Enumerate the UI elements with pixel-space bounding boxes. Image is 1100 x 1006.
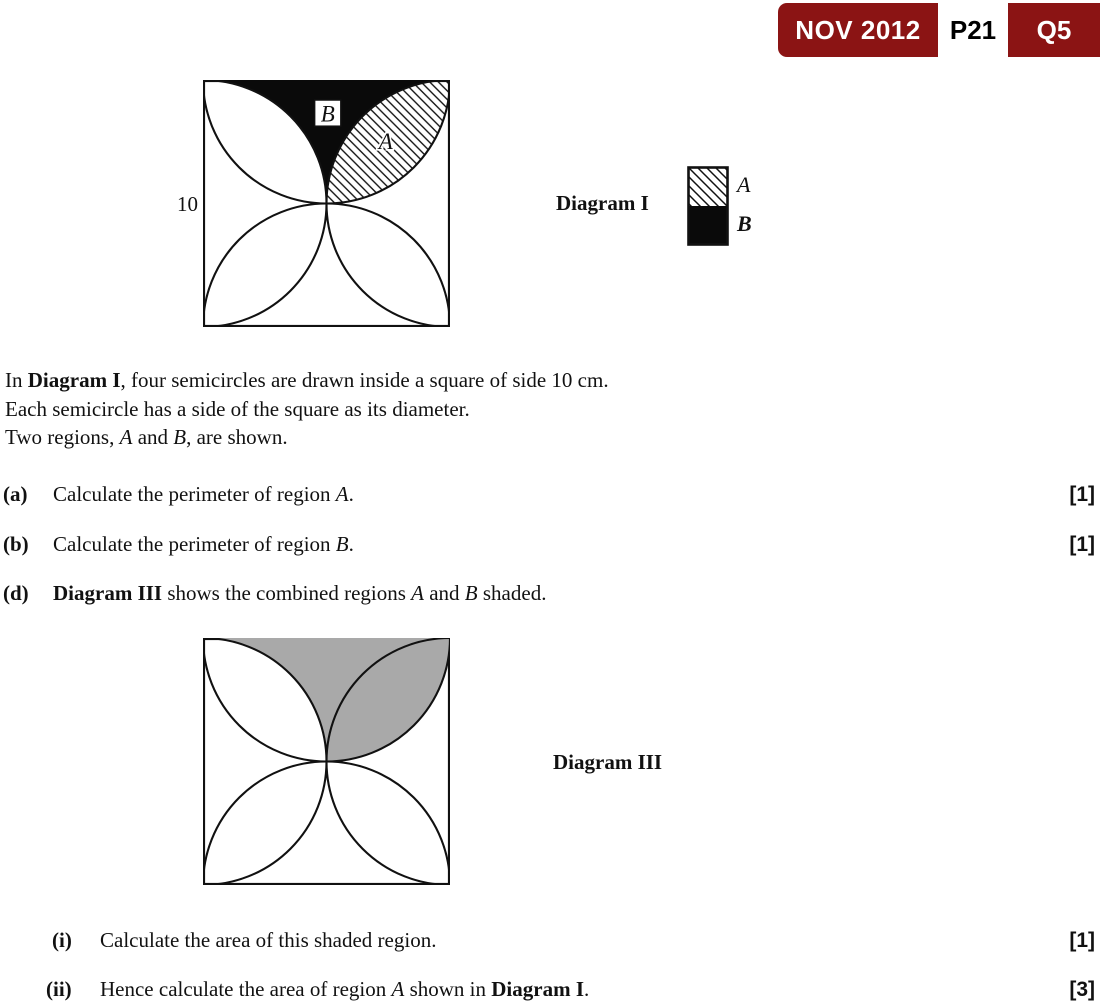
- question-b-label: (b): [3, 532, 29, 556]
- question-a-label: (a): [3, 482, 28, 506]
- legend-black-swatch: [689, 206, 728, 245]
- legend-a-label: A: [737, 172, 751, 197]
- question-i-marks: [1]: [1069, 929, 1095, 952]
- banner-paper-badge: P21: [938, 3, 1008, 57]
- question-ii-text: Hence calculate the area of region A shown in Diagram I.: [100, 977, 590, 1001]
- diagram1-caption: Diagram I: [556, 191, 649, 215]
- question-d-text: Diagram III shows the combined regions A and B shaded.: [53, 581, 547, 605]
- banner-question-number: Q5: [1036, 14, 1072, 45]
- region-b-label: B: [320, 101, 335, 127]
- question-row-i: [0, 928, 1100, 954]
- legend-hatch-swatch: [689, 168, 728, 207]
- question-row-d: [0, 581, 1100, 607]
- question-row-b: [0, 532, 1100, 558]
- diagram1-legend: [687, 166, 729, 246]
- question-i-label: (i): [52, 928, 72, 952]
- question-ii-label: (ii): [46, 977, 72, 1001]
- question-a-marks: [1]: [1069, 483, 1095, 506]
- region-a-label: A: [378, 129, 393, 155]
- diagram3-caption: Diagram III: [553, 750, 663, 774]
- banner-session: NOV 2012: [795, 14, 921, 45]
- question-i-text: Calculate the area of this shaded region.: [100, 928, 437, 952]
- question-row-ii: [0, 977, 1100, 1003]
- question-b-marks: [1]: [1069, 533, 1095, 556]
- diagram1-side-length-label: 10: [177, 192, 198, 216]
- intro-line-2: Each semicircle has a side of the square as its diameter.: [5, 396, 470, 421]
- intro-line-3: Two regions, A and B, are shown.: [5, 425, 288, 449]
- intro-paragraph: [5, 366, 785, 452]
- diagram3-figure: [203, 638, 450, 885]
- diagram1-figure: [203, 80, 450, 327]
- question-row-a: [0, 482, 1100, 508]
- exam-banner: [778, 3, 1100, 57]
- question-b-text: Calculate the perimeter of region B.: [53, 532, 354, 556]
- question-ii-marks: [3]: [1069, 978, 1095, 1001]
- question-d-label: (d): [3, 581, 29, 605]
- legend-b-label: B: [737, 211, 752, 236]
- question-a-text: Calculate the perimeter of region A.: [53, 482, 354, 506]
- intro-line-1: In Diagram I, four semicircles are drawn inside a square of side 10 cm.: [5, 368, 609, 392]
